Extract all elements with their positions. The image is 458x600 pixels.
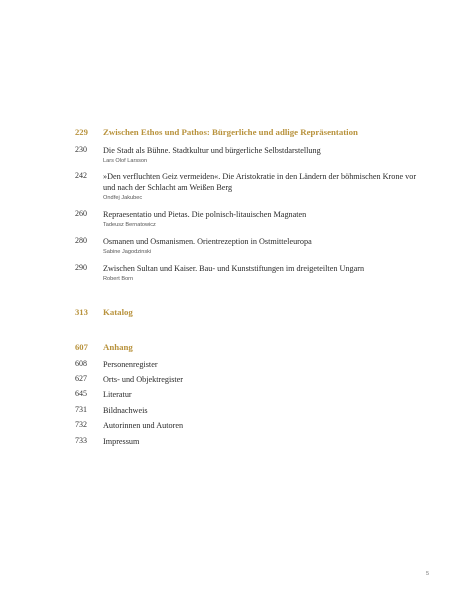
entry-title: Literatur bbox=[103, 390, 132, 399]
page-folio: 5 bbox=[425, 571, 429, 577]
entry-title: Impressum bbox=[103, 437, 140, 446]
entry-title-line-1: »Den verfluchten Geiz vermeiden«. Die Aristokratie in den Ländern der böhmischen Krone vor bbox=[103, 172, 417, 181]
entry-page-number: 280 bbox=[75, 236, 87, 245]
entry-page-number: 645 bbox=[75, 389, 87, 398]
entry-author: Lars Olof Larsson bbox=[103, 158, 148, 164]
entry-author: Tadeusz Bernatowicz bbox=[103, 222, 156, 228]
entry-title: Osmanen und Osmanismen. Orientrezeption in Ostmitteleuropa bbox=[103, 237, 312, 246]
entry-author: Sabine Jagodzinski bbox=[103, 249, 152, 255]
entry-title: Personenregister bbox=[103, 360, 158, 369]
section-title: Zwischen Ethos und Pathos: Bürgerliche und adlige Repräsentation bbox=[103, 127, 358, 137]
section-page-number: 229 bbox=[75, 127, 88, 137]
section-page-number: 313 bbox=[75, 307, 88, 317]
entry-title-line-2: und nach der Schlacht am Weißen Berg bbox=[103, 183, 233, 192]
entry-page-number: 732 bbox=[75, 420, 87, 429]
entry-page-number: 260 bbox=[75, 209, 87, 218]
entry-page-number: 608 bbox=[75, 359, 87, 368]
entry-title: Autorinnen und Autoren bbox=[103, 421, 184, 430]
entry-page-number: 230 bbox=[75, 145, 87, 154]
entry-title: Orts- und Objektregister bbox=[103, 375, 184, 384]
section-page-number: 607 bbox=[75, 342, 88, 352]
entry-page-number: 290 bbox=[75, 263, 87, 272]
section-title: Katalog bbox=[103, 307, 133, 317]
entry-title: Repraesentatio und Pietas. Die polnisch-litauischen Magnaten bbox=[103, 210, 307, 219]
entry-title: Die Stadt als Bühne. Stadtkultur und bürgerliche Selbstdarstellung bbox=[103, 146, 321, 155]
entry-page-number: 627 bbox=[75, 374, 87, 383]
entry-author: Ondřej Jakubec bbox=[103, 195, 143, 201]
entry-title: Bildnachweis bbox=[103, 406, 148, 415]
section-title: Anhang bbox=[103, 342, 133, 352]
entry-author: Robert Born bbox=[103, 276, 134, 282]
entry-page-number: 242 bbox=[75, 171, 87, 180]
entry-page-number: 731 bbox=[75, 405, 87, 414]
entry-title: Zwischen Sultan und Kaiser. Bau- und Kunststiftungen im dreigeteilten Ungarn bbox=[103, 264, 365, 273]
entry-page-number: 733 bbox=[75, 436, 87, 445]
